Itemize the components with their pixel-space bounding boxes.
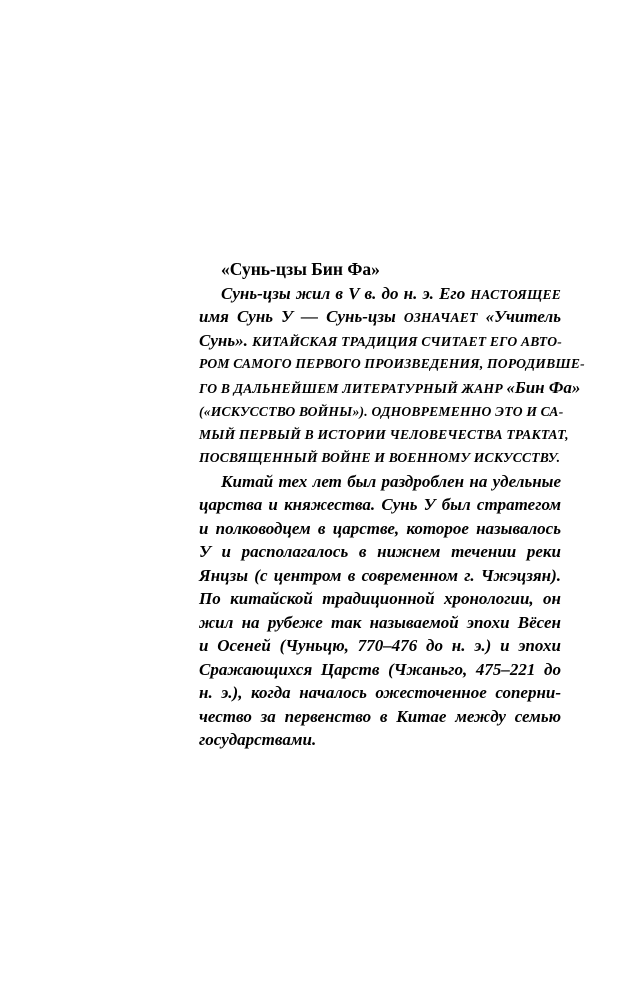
p2-line-1: Китай тех лет был раздроблен на удельные [221, 471, 561, 491]
p2-line-6: По китайской традиционной хронологии, он [199, 589, 561, 608]
p1-line-8: ПОСВЯЩЕННЫЙ ВОЙНЕ И ВОЕННОМУ ИСКУССТВУ. [199, 450, 561, 465]
text-block [199, 258, 585, 752]
p1-line-2: имя Сунь У — Сунь-цзы ОЗНАЧАЕТ «Учитель [199, 307, 561, 326]
p2-line-9: Сражающихся Царств (Чжаньго, 475–221 до [199, 659, 561, 679]
p1-line-1: Сунь-цзы жил в V в. до н. э. Его НАСТОЯЩЕЕ [221, 283, 561, 303]
p2-line-12: государствами. [199, 730, 317, 749]
p1-line-6: («ИСКУССТВО ВОЙНЫ»). ОДНОВРЕМЕННО ЭТО И СА- [199, 404, 564, 419]
p1-line-4: РОМ САМОГО ПЕРВОГО ПРОИЗВЕДЕНИЯ, ПОРОДИВШЕ- [199, 356, 585, 371]
p2-line-8: и Осеней (Чуньцю, 770–476 до н. э.) и эпохи [199, 636, 561, 655]
p2-line-11: чество за первенство в Китае между семью [199, 706, 561, 726]
p1-line-5: ГО В ДАЛЬНЕЙШЕМ ЛИТЕРАТУРНЫЙ ЖАНР «Бин Фа» [199, 377, 581, 397]
p2-line-7: жил на рубеже так называемой эпохи Вёсен [199, 612, 561, 632]
p1-line-7: МЫЙ ПЕРВЫЙ В ИСТОРИИ ЧЕЛОВЕЧЕСТВА ТРАКТАТ, [199, 426, 569, 442]
p2-line-4: У и располагалось в нижнем течении реки [199, 542, 561, 561]
p1-line-3: Сунь». КИТАЙСКАЯ ТРАДИЦИЯ СЧИТАЕТ ЕГО АВТО- [199, 330, 562, 350]
section-heading: «Сунь-цзы Бин Фа» [221, 259, 380, 279]
p2-line-3: и полководцем в царстве, которое называлось [199, 518, 561, 538]
p2-line-5: Янцзы (с центром в современном г. Чжэцзян). [199, 565, 561, 585]
p2-line-2: царства и княжества. Сунь У был стратегом [199, 495, 561, 514]
p2-line-10: н. э.), когда началось ожесточенное соперни- [199, 683, 561, 702]
